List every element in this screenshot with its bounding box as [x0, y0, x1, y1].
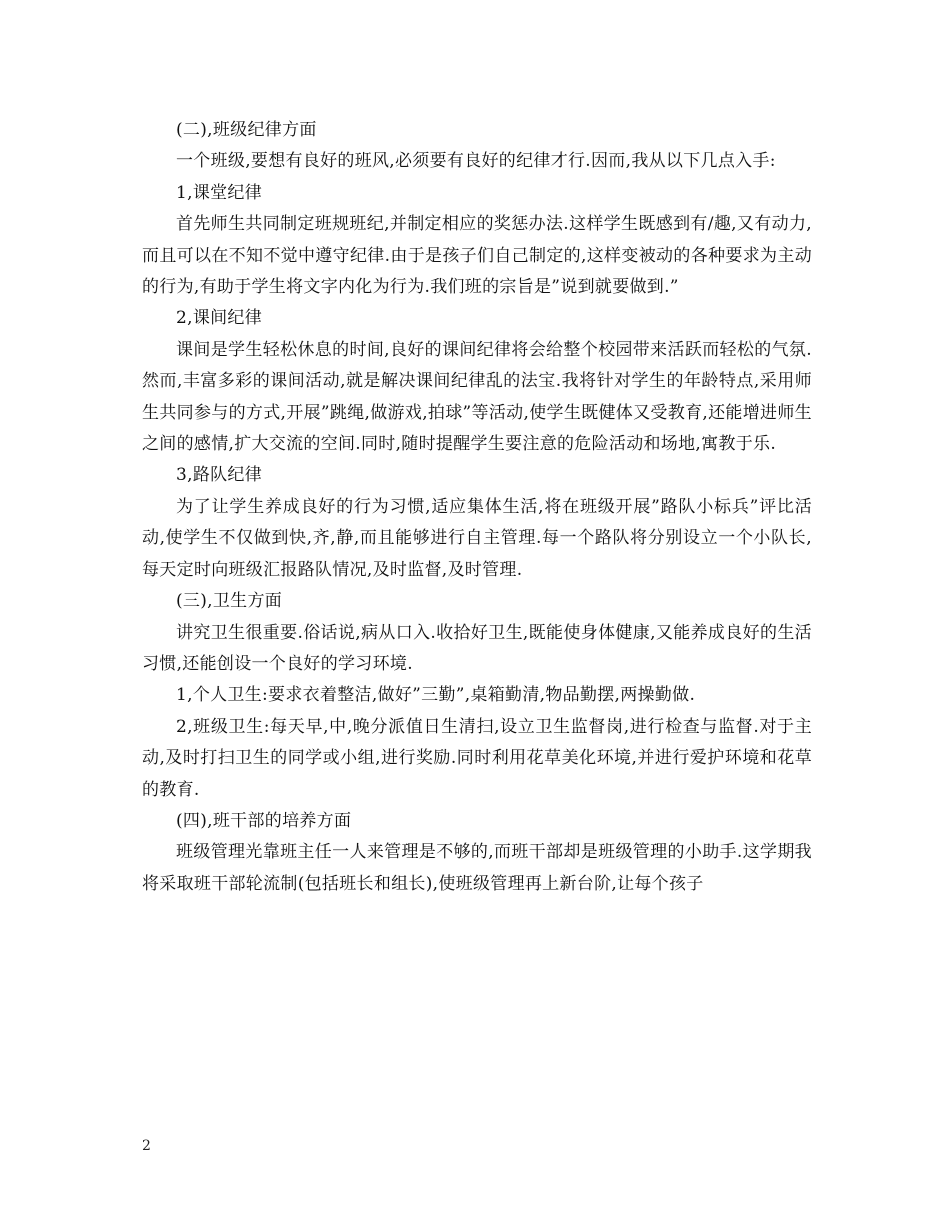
paragraph: 班级管理光靠班主任一人来管理是不够的,而班干部却是班级管理的小助手.这学期我将采取班干部轮流制(包括班长和组长),使班级管理再上新台阶,让每个孩子 [142, 842, 812, 894]
paragraph: 一个班级,要想有良好的班风,必须要有良好的纪律才行.因而,我从以下几点入手: [176, 151, 776, 172]
page-number: 2 [142, 1138, 151, 1154]
section-heading-hygiene: (三),卫生方面 [176, 591, 283, 612]
subheading-classroom-discipline: 1,课堂纪律 [176, 182, 263, 203]
paragraph-class-hygiene: 2,班级卫生:每天早,中,晚分派值日生清扫,设立卫生监督岗,进行检查与监督.对于主动,及时打扫卫生的同学或小组,进行奖励.同时利用花草美化环境,并进行爱护环境和花草的教育. [142, 716, 812, 800]
paragraph: 课间是学生轻松休息的时间,良好的课间纪律将会给整个校园带来活跃而轻松的气氛.然而,丰富多彩的课间活动,就是解决课间纪律乱的法宝.我将针对学生的年龄特点,采用师生共同参与的方式,开展”跳绳,做游戏,拍球”等活动,使学生既健体又受教育,还能增进师生之间的感情,扩大交流的空间.同时,随时提醒学生要注意的危险活动和场地,寓教于乐. [142, 339, 812, 455]
subheading-queue-discipline: 3,路队纪律 [176, 465, 263, 486]
section-heading-discipline: (二),班级纪律方面 [176, 120, 317, 140]
paragraph: 为了让学生养成良好的行为习惯,适应集体生活,将在班级开展”路队小标兵”评比活动,使学生不仅做到快,齐,静,而且能够进行自主管理.每一个路队将分别设立一个小队长,每天定时向班级汇报路队情况,及时监督,及时管理. [142, 496, 812, 580]
paragraph-personal-hygiene: 1,个人卫生:要求衣着整洁,做好”三勤”,桌箱勤清,物品勤摆,两操勤做. [176, 685, 696, 706]
subheading-break-discipline: 2,课间纪律 [176, 308, 263, 329]
paragraph: 讲究卫生很重要.俗话说,病从口入.收拾好卫生,既能使身体健康,又能养成良好的生活习惯,还能创设一个良好的学习环境. [142, 622, 812, 674]
paragraph: 首先师生共同制定班规班纪,并制定相应的奖惩办法.这样学生既感到有/趣,又有动力,而且可以在不知不觉中遵守纪律.由于是孩子们自己制定的,这样变被动的各种要求为主动的行为,有助于学生将文字内化为行为.我们班的宗旨是”说到就要做到.” [142, 214, 812, 298]
section-heading-class-cadres: (四),班干部的培养方面 [176, 810, 352, 831]
document-body [142, 115, 812, 900]
